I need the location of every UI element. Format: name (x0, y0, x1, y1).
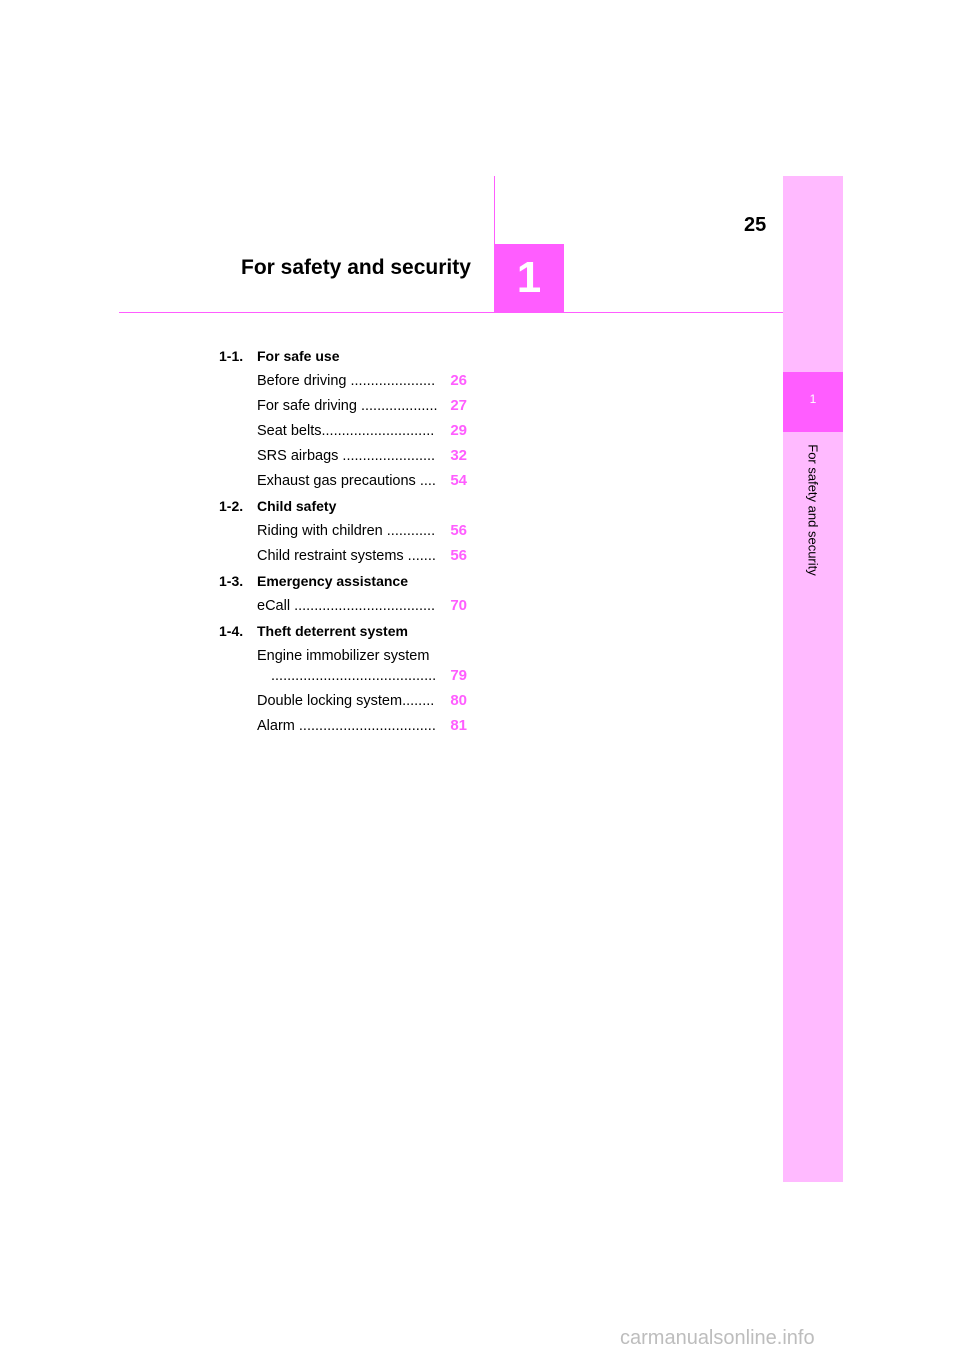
toc-entry-label: Riding with children ............ (257, 523, 436, 539)
toc-page-link[interactable]: 32 (450, 447, 467, 464)
toc-entry[interactable] (257, 423, 467, 443)
header-divider-horizontal (119, 312, 783, 313)
toc-page-link[interactable]: 54 (450, 472, 467, 489)
toc-entry[interactable] (257, 523, 467, 543)
toc-entry[interactable] (257, 548, 467, 568)
side-tab-chapter-number: 1 (809, 392, 817, 406)
toc-entry[interactable] (257, 398, 467, 418)
toc-entry-label: Double locking system........ (257, 693, 435, 709)
section-number: 1-2. (219, 498, 244, 514)
toc-page-link[interactable]: 26 (450, 372, 467, 389)
toc-page-link[interactable]: 70 (450, 597, 467, 614)
toc-entry-label: Before driving ..................... (257, 373, 436, 389)
page-number: 25 (744, 214, 767, 236)
toc-entry-label: Seat belts............................ (257, 423, 435, 439)
watermark: carmanualsonline.info (620, 1327, 815, 1349)
toc-entry[interactable] (257, 693, 467, 713)
toc-page-link[interactable]: 27 (450, 397, 467, 414)
toc-page-link[interactable]: 79 (450, 667, 467, 684)
toc-entry[interactable] (257, 598, 467, 618)
side-tab-chapter-title: For safety and security (805, 444, 821, 576)
toc-entry[interactable] (257, 718, 467, 738)
side-tab-bar (783, 176, 843, 1182)
section-number: 1-1. (219, 348, 244, 364)
chapter-number: 1 (516, 253, 542, 302)
section-title: Theft deterrent system (257, 623, 408, 639)
toc-entry[interactable] (257, 473, 467, 493)
toc-page-link[interactable]: 81 (450, 717, 467, 734)
toc-entry-label: For safe driving ................... (257, 398, 438, 414)
section-title: Emergency assistance (257, 573, 408, 589)
toc-entry[interactable] (257, 448, 467, 468)
section-title: Child safety (257, 498, 337, 514)
toc-entry-label: eCall ................................... (257, 598, 436, 614)
header-divider-vertical (494, 176, 495, 244)
section-number: 1-3. (219, 573, 244, 589)
toc-page-link[interactable]: 56 (450, 547, 467, 564)
toc-page-link[interactable]: 29 (450, 422, 467, 439)
toc-page-link[interactable]: 56 (450, 522, 467, 539)
chapter-title: For safety and security (241, 256, 471, 279)
toc-entry-leader: ......................................... (271, 668, 437, 684)
toc-entry[interactable] (257, 668, 467, 688)
toc-page-link[interactable]: 80 (450, 692, 467, 709)
toc-entry[interactable] (257, 373, 467, 393)
section-title: For safe use (257, 348, 340, 364)
toc-entry-label[interactable]: Engine immobilizer system (257, 648, 430, 664)
toc-entry-label: Child restraint systems ....... (257, 548, 436, 564)
toc-entry-label: Exhaust gas precautions .... (257, 473, 436, 489)
toc-entry-label: Alarm .................................. (257, 718, 436, 734)
toc-entry-label: SRS airbags ....................... (257, 448, 436, 464)
section-number: 1-4. (219, 623, 244, 639)
